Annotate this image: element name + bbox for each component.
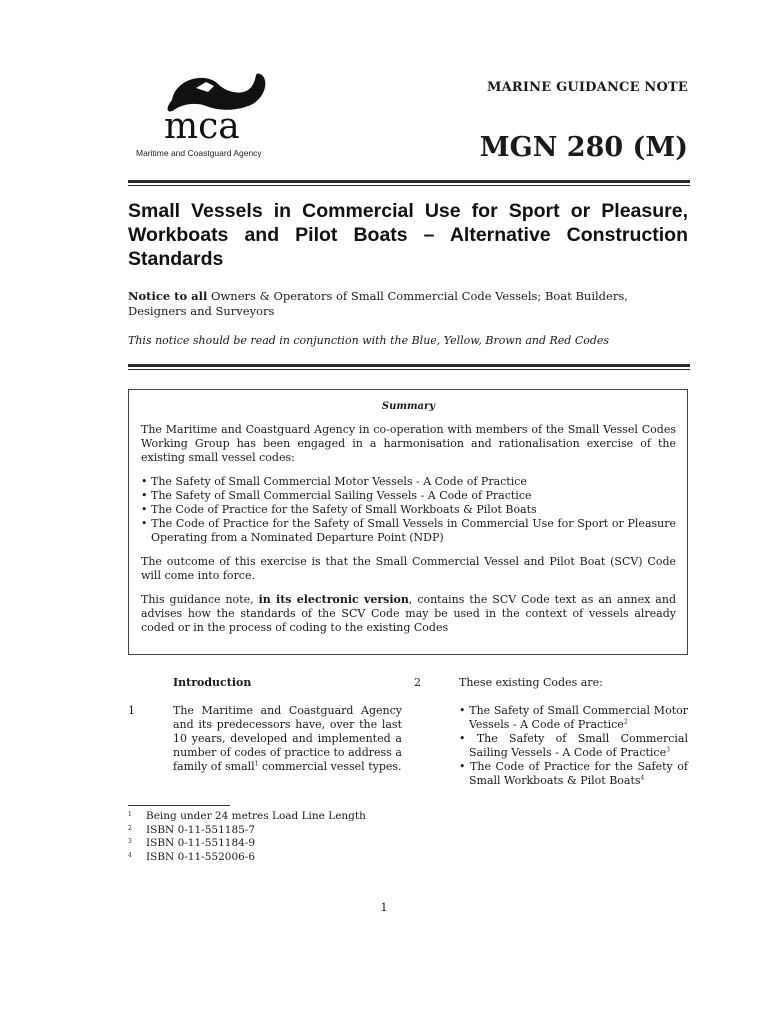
section-heading-introduction: Introduction <box>173 676 252 689</box>
header-divider <box>128 180 690 183</box>
summary-outcome: The outcome of this exercise is that the Small Commercial Vessel and Pilot Boat (SCV) Code will come into force. <box>141 555 676 582</box>
list-item: • The Safety of Small Commercial Sailing Vessels - A Code of Practice <box>141 489 532 502</box>
summary-intro: The Maritime and Coastguard Agency in co-operation with members of the Small Vessel Codes Working Group has been engaged in a harmonisation and rationalisation exercise of the existing small vessel codes: <box>141 423 676 464</box>
summary-heading: Summary <box>381 401 436 412</box>
page-number: 1 <box>380 901 388 914</box>
document-type-label: MARINE GUIDANCE NOTE <box>486 80 688 95</box>
footnote: 2 ISBN 0-11-551185-7 <box>128 823 256 836</box>
summary-divider-thin <box>128 369 690 370</box>
read-in-conjunction-note: This notice should be read in conjunction with the Blue, Yellow, Brown and Red Codes <box>128 334 610 347</box>
summary-box <box>128 389 688 655</box>
footnote-ref: 1 <box>254 760 259 768</box>
footnote: 1 Being under 24 metres Load Line Length <box>128 810 366 822</box>
agency-name: Maritime and Coastguard Agency <box>136 148 262 158</box>
notice-audience: Owners & Operators of Small Commercial Code Vessels; Boat Builders, Designers and Surveyors <box>128 289 628 318</box>
list-item: • The Code of Practice for the Safety of Small Workboats & Pilot Boats$^4$ <box>459 760 688 787</box>
paragraph-1: The Maritime and Coastguard Agency and its predecessors have, over the last 10 years, developed and implemented a number of codes of practice to address a family of small$^1$ commercial vessel types. <box>173 704 402 773</box>
list-item: • The Safety of Small Commercial Sailing Vessels - A Code of Practice$^3$ <box>459 732 688 759</box>
header-divider-thin <box>128 185 690 186</box>
logo-mca-text: mca <box>164 106 240 147</box>
summary-divider <box>128 364 690 367</box>
list-item: • The Code of Practice for the Safety of Small Vessels in Commercial Use for Sport or Pleasure Operating from a Nominated Departure Point (NDP) <box>141 517 676 544</box>
list-item: • The Safety of Small Commercial Motor Vessels - A Code of Practice$^2$ <box>459 704 688 731</box>
document-number: MGN 280 (M) <box>479 132 688 163</box>
paragraph-2: These existing Codes are: <box>459 676 603 689</box>
footnotes <box>128 810 428 864</box>
footnote: 3 ISBN 0-11-551184-9 <box>128 837 256 849</box>
page-title: Small Vessels in Commercial Use for Sport or Pleasure, Workboats and Pilot Boats – Alternative Construction Standards <box>128 200 688 270</box>
footnote: 4 ISBN 0-11-552006-6 <box>128 850 256 863</box>
notice-prefix: Notice to all <box>128 289 208 303</box>
footnote-divider <box>128 805 230 806</box>
list-item: • The Code of Practice for the Safety of Small Workboats & Pilot Boats <box>141 503 537 516</box>
notice-line <box>128 289 690 319</box>
summary-code-list <box>141 475 676 545</box>
list-item: • The Safety of Small Commercial Motor Vessels - A Code of Practice <box>141 475 527 488</box>
paragraph-number-2: 2 <box>414 676 421 689</box>
existing-codes-list <box>459 704 688 788</box>
paragraph-number-1: 1 <box>128 704 135 717</box>
summary-guidance: This guidance note, in its electronic version, contains the SCV Code text as an annex and advises how the standards of the SCV Code may be used in the context of vessels already coded or in the process of coding to the existing Codes <box>141 593 676 634</box>
